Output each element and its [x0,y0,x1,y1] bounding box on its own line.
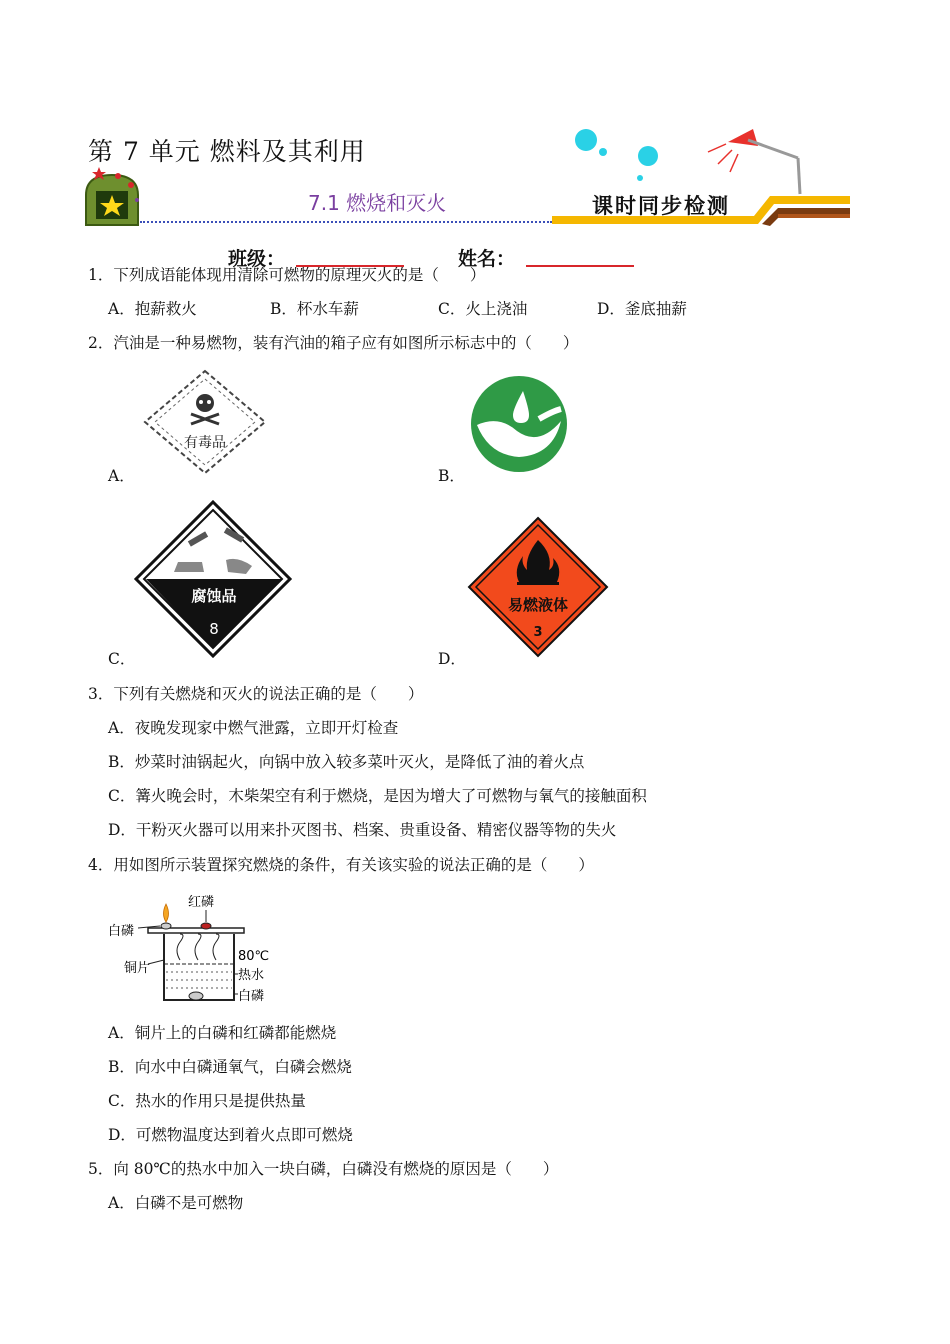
corrosive-sign-text: 腐蚀品 [191,587,237,605]
corrosive-sign-icon[interactable] [134,500,292,658]
label-red-phosphorus: 红磷 [188,895,215,910]
q1-option-b[interactable]: B．杯水车薪 [270,300,359,318]
q2-option-a[interactable]: A． [108,467,135,485]
q3-option-d[interactable]: D．干粉灭火器可以用来扑灭图书、档案、贵重设备、精密仪器等物的失火 [108,821,617,839]
combustion-apparatus-diagram [108,888,280,1008]
q3-option-c[interactable]: C．篝火晚会时，木柴架空有利于燃烧，是因为增大了可燃物与氧气的接触面积 [108,787,647,805]
q4-option-c[interactable]: C．热水的作用只是提供热量 [108,1092,306,1110]
star-badge-icon [84,165,144,227]
flammable-liquid-sign-icon[interactable] [467,516,609,658]
sync-check-label: 课时同步检测 [592,194,730,218]
name-field[interactable] [526,265,634,267]
lesson-title: 7.1 燃烧和灭火 [308,191,447,215]
label-white-phosphorus-bottom: 白磷 [238,989,265,1004]
q1-option-c[interactable]: C．火上浇油 [438,300,528,318]
question-4-stem: 4．用如图所示装置探究燃烧的条件，有关该实验的说法正确的是（ ） [88,856,594,874]
toxic-sign-text: 有毒品 [184,435,226,451]
question-1-stem: 1．下列成语能体现用清除可燃物的原理灭火的是（ ） [88,266,486,284]
flammable-sign-number: 3 [533,625,543,640]
header-dotted-rule [140,221,552,223]
q2-option-c[interactable]: C． [108,650,136,668]
label-copper-plate: 铜片 [124,961,151,976]
water-sign-icon[interactable] [469,375,569,473]
class-label: 班级： [228,248,286,270]
q4-option-b[interactable]: B．向水中白磷通氧气，白磷会燃烧 [108,1058,352,1076]
q2-option-b[interactable]: B． [438,467,465,485]
label-white-phosphorus-top: 白磷 [108,924,135,939]
toxic-sign-icon[interactable] [141,368,269,476]
question-2-stem: 2．汽油是一种易燃物，装有汽油的箱子应有如图所示标志中的（ ） [88,334,579,352]
q3-option-b[interactable]: B．炒菜时油锅起火，向锅中放入较多菜叶灭火，是降低了油的着火点 [108,753,585,771]
name-label: 姓名： [458,248,516,270]
corrosive-sign-number: 8 [209,620,219,638]
question-5-stem: 5．向 80℃的热水中加入一块白磷，白磷没有燃烧的原因是（ ） [88,1160,559,1178]
q4-option-d[interactable]: D．可燃物温度达到着火点即可燃烧 [108,1126,353,1144]
q1-option-a[interactable]: A．抱薪救火 [108,300,197,318]
flammable-sign-text: 易燃液体 [507,596,569,614]
q1-option-d[interactable]: D．釜底抽薪 [597,300,687,318]
unit-title: 第 7 单元 燃料及其利用 [88,137,366,166]
question-3-stem: 3．下列有关燃烧和灭火的说法正确的是（ ） [88,685,424,703]
label-temperature: 80℃ [238,949,270,964]
q3-option-a[interactable]: A．夜晚发现家中燃气泄露，立即开灯检查 [108,719,399,737]
q4-option-a[interactable]: A．铜片上的白磷和红磷都能燃烧 [108,1024,337,1042]
label-hot-water: 热水 [238,968,265,983]
q5-option-a[interactable]: A．白磷不是可燃物 [108,1194,244,1212]
q2-option-d[interactable]: D． [438,650,466,668]
